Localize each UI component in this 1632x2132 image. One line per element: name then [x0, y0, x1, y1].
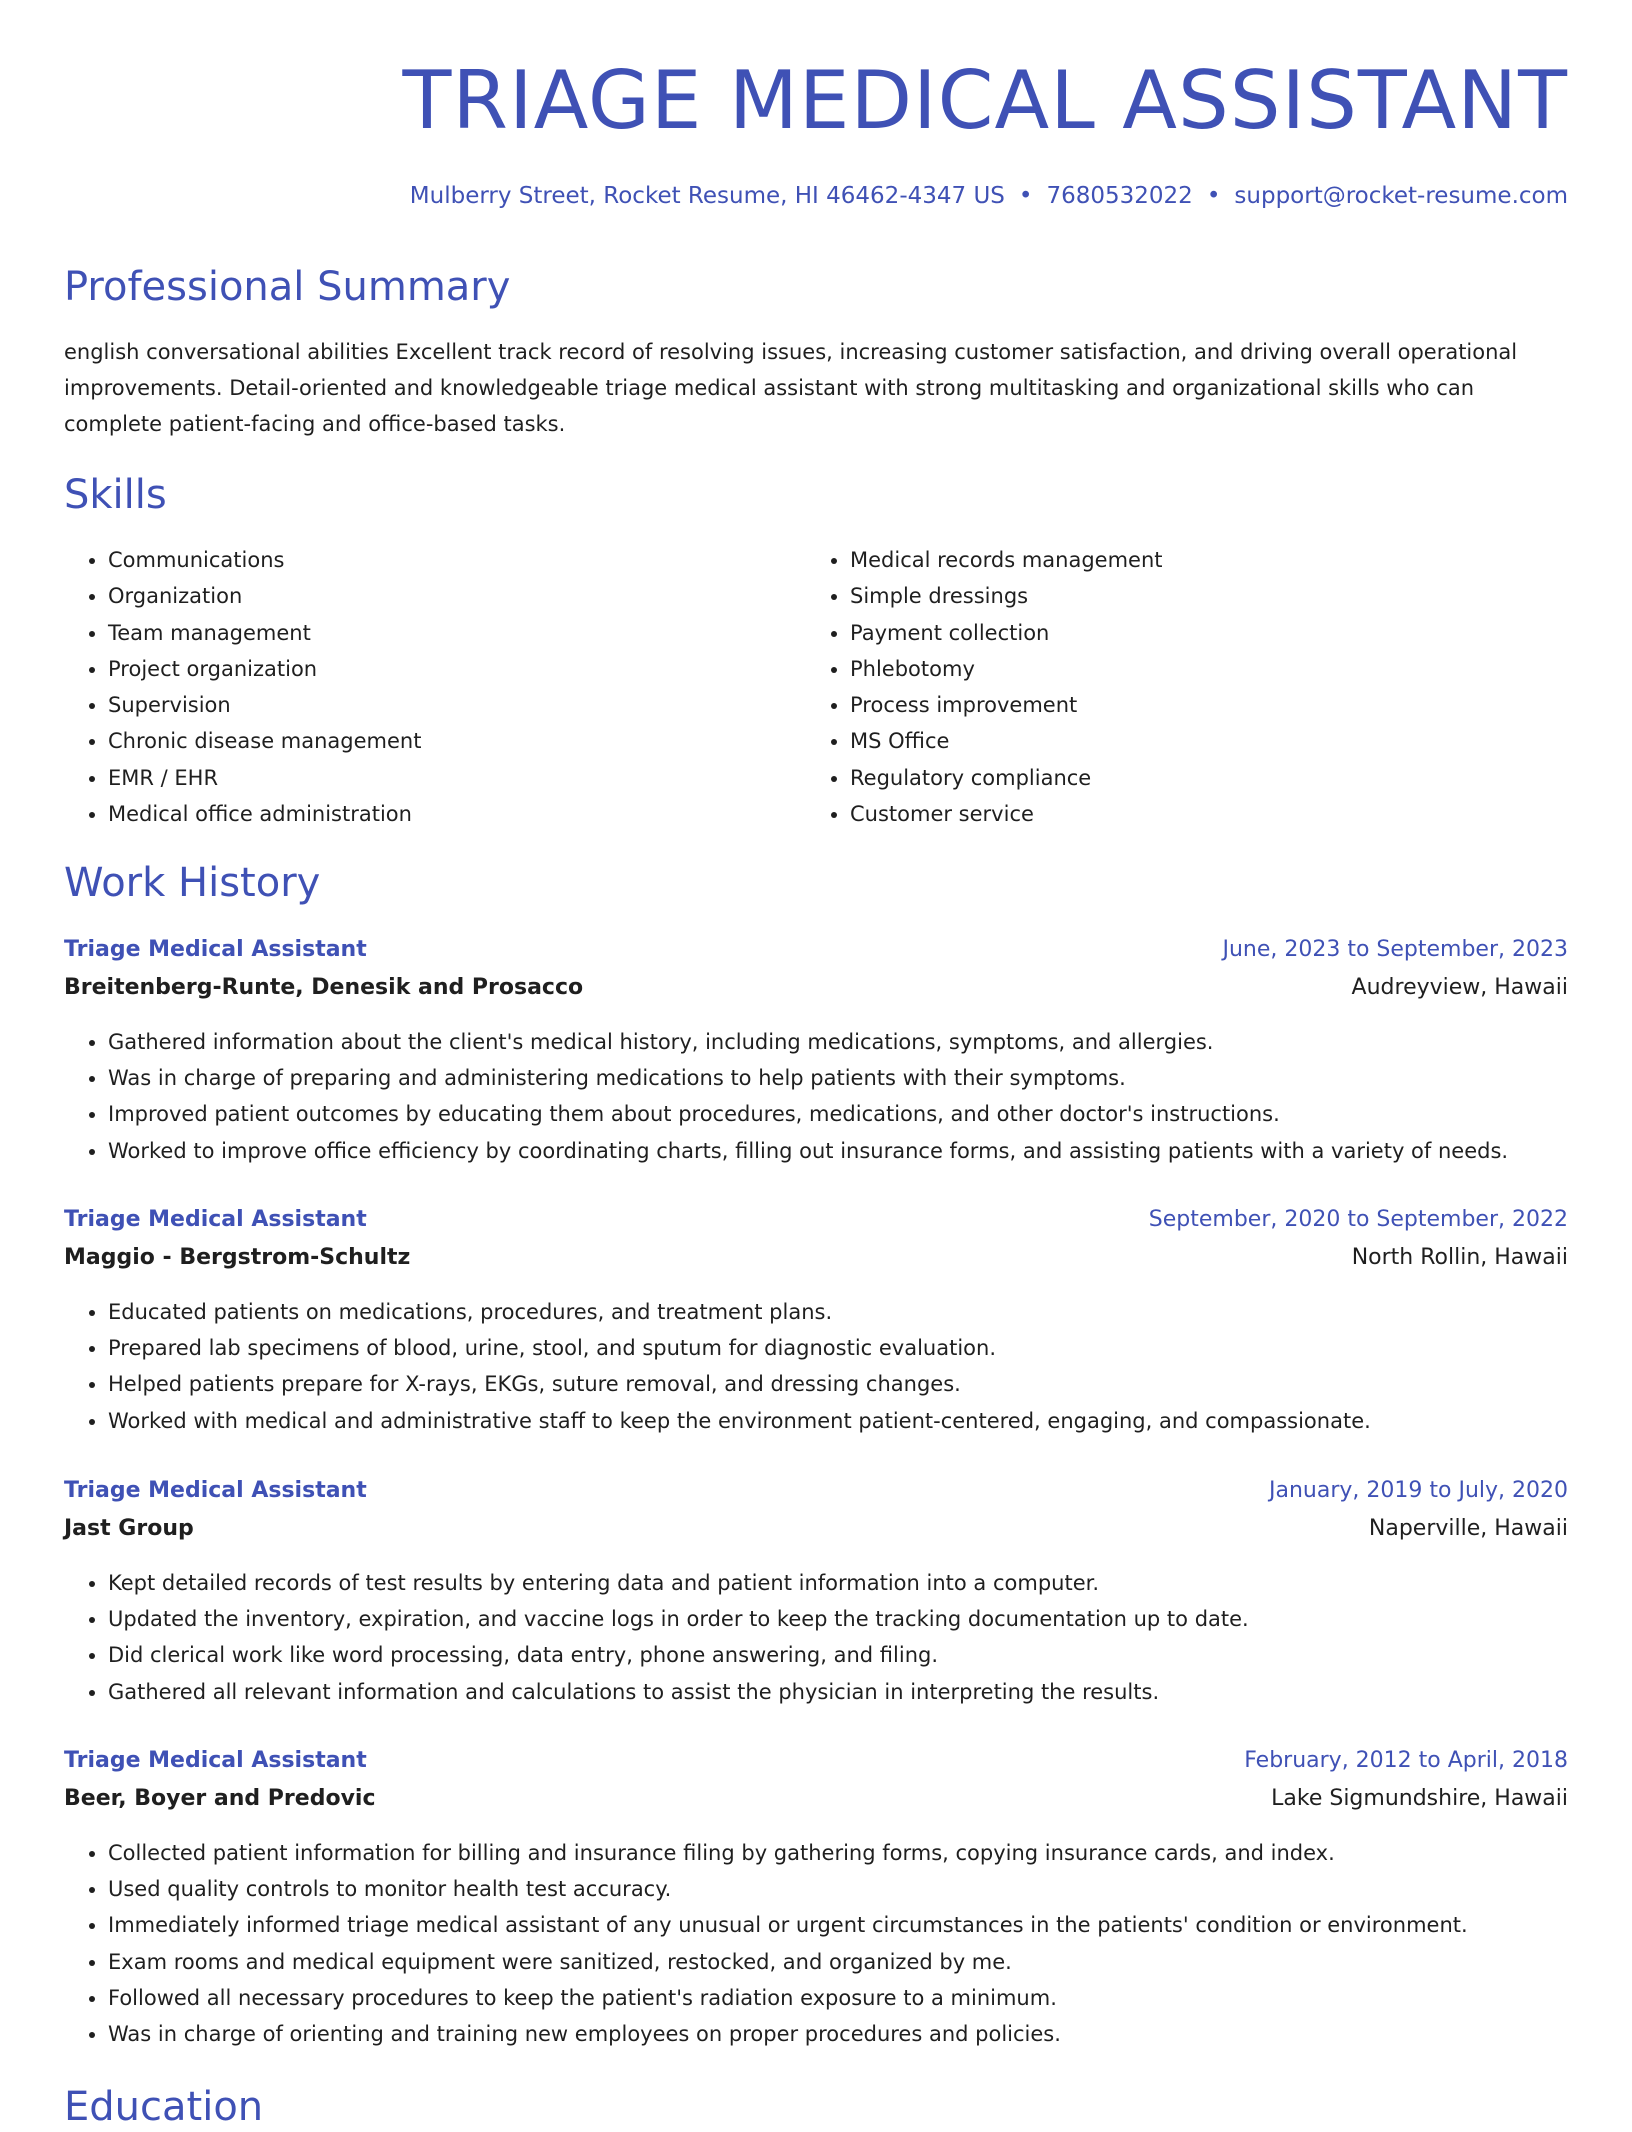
list-item: • Gathered all relevant information and calculations to assist the physician in interpreting the results. [108, 1674, 1568, 1710]
work-history-heading: Work History [64, 860, 321, 906]
list-item: • Helped patients prepare for X-rays, EKGs, suture removal, and dressing changes. [108, 1366, 1568, 1402]
skill-item: • MS Office [850, 723, 1163, 759]
list-item: • Used quality controls to monitor health test accuracy. [108, 1871, 1568, 1907]
list-item: • Collected patient information for billing and insurance filing by gathering forms, copying insurance cards, and index. [108, 1835, 1568, 1871]
job-subheader [64, 972, 1568, 1010]
summary-text: english conversational abilities Excellent track record of resolving issues, increasing customer satisfaction, and driving overall operational improvements. Detail-oriented and knowledgeable triage medical assistant with strong multitasking and organizational skills who can complete patient-facing and office-based tasks. [64, 340, 1518, 436]
skill-item: • Communications [108, 542, 421, 578]
job-entry [64, 1204, 1568, 1439]
job-company: Breitenberg-Runte, Denesik and Prosacco [64, 975, 584, 1000]
job-location: North Rollin, Hawaii [1351, 1245, 1568, 1270]
contact-line [410, 180, 1568, 212]
job-header [64, 1204, 1568, 1242]
job-dates: September, 2020 to September, 2022 [1148, 1207, 1568, 1232]
contact-separator: • [1018, 183, 1033, 209]
job-subheader [64, 1783, 1568, 1821]
job-bullets [64, 1565, 1568, 1710]
skill-item: • Regulatory compliance [850, 760, 1163, 796]
skill-item: • Simple dressings [850, 578, 1163, 614]
list-item: • Educated patients on medications, procedures, and treatment plans. [108, 1294, 1568, 1330]
job-title: Triage Medical Assistant [64, 1207, 367, 1232]
skills-list-right [806, 542, 1163, 832]
list-item: • Improved patient outcomes by educating them about procedures, medications, and other doctor's instructions. [108, 1096, 1568, 1132]
skill-item: • Phlebotomy [850, 651, 1163, 687]
job-header [64, 934, 1568, 972]
job-entry [64, 1745, 1568, 2052]
contact-phone: 7680532022 [1046, 183, 1193, 209]
job-company: Beer, Boyer and Predovic [64, 1786, 376, 1811]
summary-heading: Professional Summary [64, 264, 511, 310]
contact-separator: • [1206, 183, 1221, 209]
job-location: Naperville, Hawaii [1368, 1516, 1568, 1541]
skill-item: • EMR / EHR [108, 760, 421, 796]
skill-item: • Chronic disease management [108, 723, 421, 759]
job-header [64, 1475, 1568, 1513]
list-item: • Prepared lab specimens of blood, urine, stool, and sputum for diagnostic evaluation. [108, 1330, 1568, 1366]
contact-email: support@rocket-resume.com [1234, 183, 1568, 209]
education-heading: Education [64, 2084, 264, 2130]
job-dates: June, 2023 to September, 2023 [1222, 937, 1568, 962]
list-item: • Was in charge of preparing and administering medications to help patients with their symptoms. [108, 1060, 1568, 1096]
job-location: Lake Sigmundshire, Hawaii [1271, 1786, 1568, 1811]
list-item: • Updated the inventory, expiration, and vaccine logs in order to keep the tracking documentation up to date. [108, 1601, 1568, 1637]
skills-list-left [64, 542, 421, 832]
skill-item: • Customer service [850, 796, 1163, 832]
job-title: Triage Medical Assistant [64, 1748, 367, 1773]
list-item: • Kept detailed records of test results by entering data and patient information into a computer. [108, 1565, 1568, 1601]
skills-heading: Skills [64, 472, 167, 518]
contact-address: Mulberry Street, Rocket Resume, HI 46462-4347 US [409, 183, 1005, 209]
job-dates: February, 2012 to April, 2018 [1244, 1748, 1568, 1773]
list-item: • Gathered information about the client's medical history, including medications, symptoms, and allergies. [108, 1024, 1568, 1060]
job-company: Maggio - Bergstrom-Schultz [64, 1245, 411, 1270]
skill-item: • Supervision [108, 687, 421, 723]
list-item: • Followed all necessary procedures to keep the patient's radiation exposure to a minimum. [108, 1980, 1568, 2016]
job-subheader [64, 1242, 1568, 1280]
job-company: Jast Group [64, 1516, 194, 1541]
job-dates: January, 2019 to July, 2020 [1269, 1478, 1568, 1503]
skill-item: • Medical records management [850, 542, 1163, 578]
skill-item: • Medical office administration [108, 796, 421, 832]
resume-name: TRIAGE MEDICAL ASSISTANT [402, 54, 1568, 147]
job-location: Audreyview, Hawaii [1351, 975, 1568, 1000]
job-entry [64, 1475, 1568, 1710]
list-item: • Immediately informed triage medical assistant of any unusual or urgent circumstances in the patients' condition or environment. [108, 1907, 1568, 1943]
skill-item: • Project organization [108, 651, 421, 687]
list-item: • Worked to improve office efficiency by coordinating charts, filling out insurance forms, and assisting patients with a variety of needs. [108, 1133, 1568, 1169]
job-bullets [64, 1835, 1568, 2052]
job-bullets [64, 1024, 1568, 1169]
list-item: • Was in charge of orienting and training new employees on proper procedures and policies. [108, 2016, 1568, 2052]
job-title: Triage Medical Assistant [64, 1478, 367, 1503]
job-entry [64, 934, 1568, 1169]
skill-item: • Process improvement [850, 687, 1163, 723]
job-subheader [64, 1513, 1568, 1551]
skill-item: • Payment collection [850, 615, 1163, 651]
skill-item: • Organization [108, 578, 421, 614]
list-item: • Exam rooms and medical equipment were sanitized, restocked, and organized by me. [108, 1944, 1568, 1980]
job-bullets [64, 1294, 1568, 1439]
list-item: • Worked with medical and administrative staff to keep the environment patient-centered, engaging, and compassionate. [108, 1403, 1568, 1439]
skill-item: • Team management [108, 615, 421, 651]
list-item: • Did clerical work like word processing, data entry, phone answering, and filing. [108, 1637, 1568, 1673]
job-header [64, 1745, 1568, 1783]
job-title: Triage Medical Assistant [64, 937, 367, 962]
